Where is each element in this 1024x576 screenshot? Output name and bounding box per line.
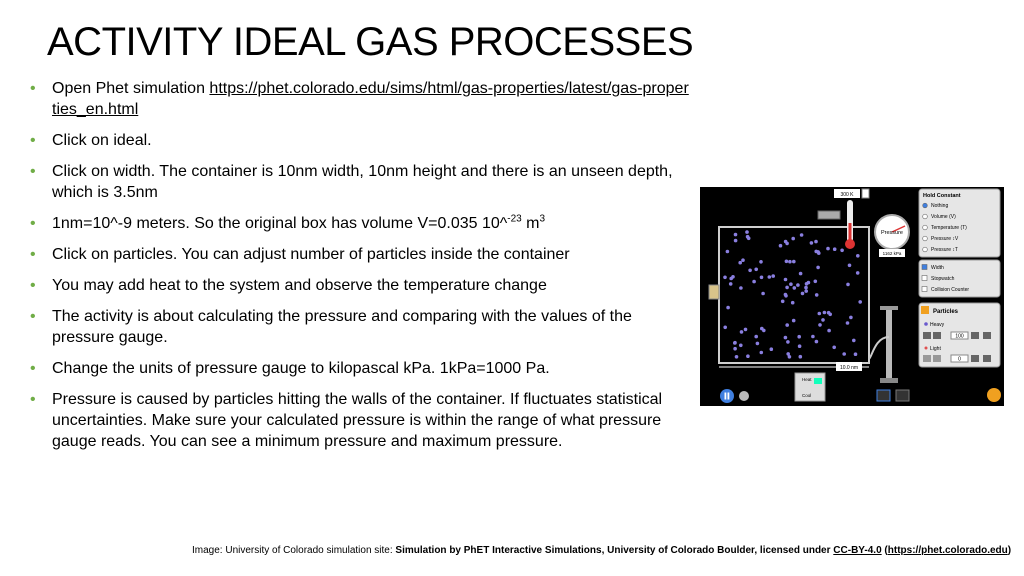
heavy-count: 100 (955, 333, 964, 340)
phet-site-link[interactable]: https://phet.colorado.edu (887, 545, 1008, 556)
list-item (30, 358, 690, 379)
tool-checkbox[interactable] (922, 287, 927, 292)
page-title: ACTIVITY IDEAL GAS PROCESSES (47, 20, 694, 64)
particle (784, 240, 788, 244)
particle (760, 327, 764, 331)
particle (827, 311, 831, 315)
hold-constant-radio[interactable] (923, 214, 928, 219)
phet-simulation-screenshot (700, 187, 1004, 406)
pressure-gauge-label: Pressure (880, 230, 904, 236)
particle (817, 251, 821, 255)
particle (856, 271, 860, 275)
bullet-text: Pressure is caused by particles hitting the walls of the container. If fluctuates statistical uncertainties. Make sure your calculated pressure is within the range of what pressure gauge reads. You can see a minimum pressure and maximum pressure. (52, 391, 663, 450)
particle (792, 260, 796, 264)
particle (797, 335, 801, 339)
particle (791, 301, 795, 305)
particle (781, 300, 785, 304)
bicycle-pump-icon[interactable] (886, 309, 892, 379)
particle (823, 311, 827, 315)
pressure-readout: 1162 kPa (882, 251, 902, 256)
particle (810, 241, 814, 245)
heavy-label: Heavy (930, 322, 945, 328)
particle (789, 282, 793, 286)
exponent: -23 (507, 213, 522, 225)
particle (826, 247, 830, 251)
light-decrease-button[interactable] (933, 355, 941, 362)
tool-label: Width (931, 265, 944, 271)
particle (804, 289, 808, 293)
particle (771, 274, 775, 278)
heavy-particle-icon (924, 322, 928, 326)
bullet-text: Click on width. The container is 10nm width, 10nm height and there is an unseen depth, which is 3.5nm (52, 163, 673, 201)
bullet-list (30, 78, 690, 462)
particle (849, 316, 853, 320)
particle (788, 355, 792, 359)
particle (760, 276, 764, 280)
width-readout: 10.0 nm (839, 365, 859, 371)
particle (739, 286, 743, 290)
bullet-dot: • (30, 391, 36, 408)
particle (801, 292, 805, 296)
particle (811, 335, 815, 339)
tool-checkbox[interactable] (922, 265, 927, 270)
particle (752, 280, 756, 284)
particle (748, 269, 752, 273)
particle (816, 266, 820, 270)
particle (739, 344, 743, 348)
hold-constant-option-label: Volume (V) (931, 214, 956, 220)
credit-open: ( (881, 545, 888, 556)
hold-constant-option-label: Nothing (931, 203, 949, 209)
particle (800, 233, 804, 237)
thermometer-bulb (845, 239, 855, 249)
list-item (30, 78, 690, 120)
cool-label: Cool (802, 393, 812, 398)
particle (815, 340, 819, 344)
particle (756, 342, 760, 346)
list-item (30, 306, 690, 348)
particle (840, 249, 844, 253)
particle (733, 341, 737, 345)
particle (734, 233, 738, 237)
list-item (30, 244, 690, 265)
bullet-dot: • (30, 246, 36, 263)
license-link[interactable]: CC-BY-4.0 (833, 545, 882, 556)
particle (814, 240, 818, 244)
light-count: 0 (958, 356, 961, 363)
simulation-svg (700, 187, 1004, 406)
particle (791, 237, 795, 241)
bullet-text-unit: m (521, 215, 540, 232)
particle (858, 300, 862, 304)
particle (799, 355, 803, 359)
bullet-dot: • (30, 277, 36, 294)
particle (784, 293, 788, 297)
hold-constant-radio[interactable] (923, 247, 928, 252)
particle (796, 283, 800, 287)
thermometer-mercury (849, 223, 852, 240)
light-increase-10-button[interactable] (983, 355, 991, 362)
particle (798, 344, 802, 348)
particle (793, 286, 797, 290)
light-particle-icon (925, 347, 928, 350)
particle (832, 346, 836, 350)
particle (746, 354, 750, 358)
particle (804, 286, 808, 290)
bullet-text: The activity is about calculating the pressure and comparing with the values of the pressure gauge. (52, 308, 632, 346)
screen-button-ideal[interactable] (877, 390, 890, 401)
light-increase-button[interactable] (971, 355, 979, 362)
bullet-dot: • (30, 132, 36, 149)
particles-title: Particles (933, 309, 959, 315)
particle (786, 340, 790, 344)
particle (723, 276, 727, 280)
light-decrease-10-button[interactable] (923, 355, 931, 362)
heavy-increase-10-button[interactable] (983, 332, 991, 339)
particle (726, 306, 730, 310)
particle (754, 268, 758, 272)
particle (744, 328, 748, 332)
particle (733, 347, 737, 351)
particle (846, 283, 850, 287)
reset-all-button[interactable] (987, 388, 1001, 402)
tool-checkbox[interactable] (922, 276, 927, 281)
lid-handle[interactable] (818, 211, 840, 219)
hold-constant-radio[interactable] (923, 236, 928, 241)
particle (833, 247, 837, 251)
particle (738, 261, 742, 265)
hold-constant-option-label: Temperature (T) (931, 225, 967, 231)
particle (723, 326, 727, 330)
bullet-text: You may add heat to the system and observe the temperature change (52, 277, 547, 294)
bullet-text: 1nm=10^-9 meters. So the original box has volume V=0.035 10^ (52, 215, 508, 232)
bullet-text: Change the units of pressure gauge to kilopascal kPa. 1kPa=1000 Pa. (52, 360, 550, 377)
particle (740, 330, 744, 334)
heat-label: Heat (802, 377, 812, 382)
particle (842, 352, 846, 356)
bullet-text: Open Phet simulation (52, 80, 210, 97)
bullet-dot: • (30, 308, 36, 325)
particle (754, 335, 758, 339)
list-item (30, 130, 690, 151)
bullet-text: Click on ideal. (52, 132, 152, 149)
particle (726, 250, 730, 254)
particle (848, 264, 852, 268)
particle (770, 347, 774, 351)
exponent-unit: 3 (539, 213, 546, 225)
particle (729, 277, 733, 281)
pump-base (880, 378, 898, 383)
bullet-text: Click on particles. You can adjust number of particles inside the container (52, 246, 570, 263)
bullet-dot: • (30, 215, 36, 232)
particle (785, 286, 789, 290)
particle (741, 258, 745, 262)
step-button[interactable] (739, 391, 749, 401)
bullet-dot: • (30, 163, 36, 180)
hold-constant-radio[interactable] (923, 225, 928, 230)
particle (821, 318, 825, 322)
particle (854, 352, 858, 356)
credit-close: ) (1007, 545, 1012, 556)
hold-constant-option-label: Pressure ↕V (931, 236, 959, 242)
particle (734, 239, 738, 243)
hold-constant-option-label: Pressure ↕T (931, 247, 958, 253)
credit-prefix: Image: University of Colorado simulation site: (192, 545, 396, 556)
particle (745, 230, 749, 234)
heavy-increase-button[interactable] (971, 332, 979, 339)
list-item (30, 275, 690, 296)
particle (856, 254, 860, 258)
phet-link[interactable]: https://phet.colorado.edu/sims/html/gas-properties/latest/gas-properties_en.html (52, 80, 689, 118)
credit-bold: Simulation by PhET Interactive Simulations, University of Colorado Boulder, licensed under (395, 545, 834, 556)
particle (818, 323, 822, 327)
particle (735, 355, 739, 359)
temperature-readout: 300 K (840, 192, 854, 198)
particle (785, 260, 789, 264)
particle (807, 281, 811, 285)
pause-icon (725, 393, 727, 400)
particle (779, 244, 783, 248)
particle (788, 260, 792, 264)
container-handle[interactable] (709, 285, 719, 299)
particles-collapse-button[interactable] (921, 306, 929, 314)
particle (785, 323, 789, 327)
particle (792, 319, 796, 323)
particle (729, 282, 733, 286)
light-label: Light (930, 346, 941, 352)
pause-icon-bar (728, 393, 730, 400)
list-item (30, 213, 690, 234)
bullet-dot: • (30, 80, 36, 97)
particle (746, 235, 750, 239)
particle (799, 272, 803, 276)
play-pause-button[interactable] (720, 389, 734, 403)
tool-label: Collision Counter (931, 287, 970, 293)
screen-button-explore[interactable] (896, 390, 909, 401)
particle (768, 275, 772, 279)
heavy-decrease-10-button[interactable] (923, 332, 931, 339)
particle (815, 293, 819, 297)
tool-label: Stopwatch (931, 276, 955, 282)
pump-handle[interactable] (880, 306, 898, 310)
heavy-decrease-button[interactable] (933, 332, 941, 339)
particle (759, 260, 763, 264)
particle (852, 339, 856, 343)
list-item (30, 389, 690, 452)
list-item (30, 161, 690, 203)
particle (784, 278, 788, 282)
bullet-dot: • (30, 360, 36, 377)
particle (846, 321, 850, 325)
particle (814, 280, 818, 284)
heat-cool-slider[interactable] (814, 378, 822, 384)
particle (784, 336, 788, 340)
image-credit (192, 545, 1011, 556)
temperature-dropdown[interactable] (862, 189, 869, 198)
particle (818, 312, 822, 316)
particle (760, 351, 764, 355)
hold-constant-radio[interactable] (923, 203, 928, 208)
particle (761, 292, 765, 296)
particle (827, 329, 831, 333)
hold-constant-title: Hold Constant (923, 193, 961, 199)
